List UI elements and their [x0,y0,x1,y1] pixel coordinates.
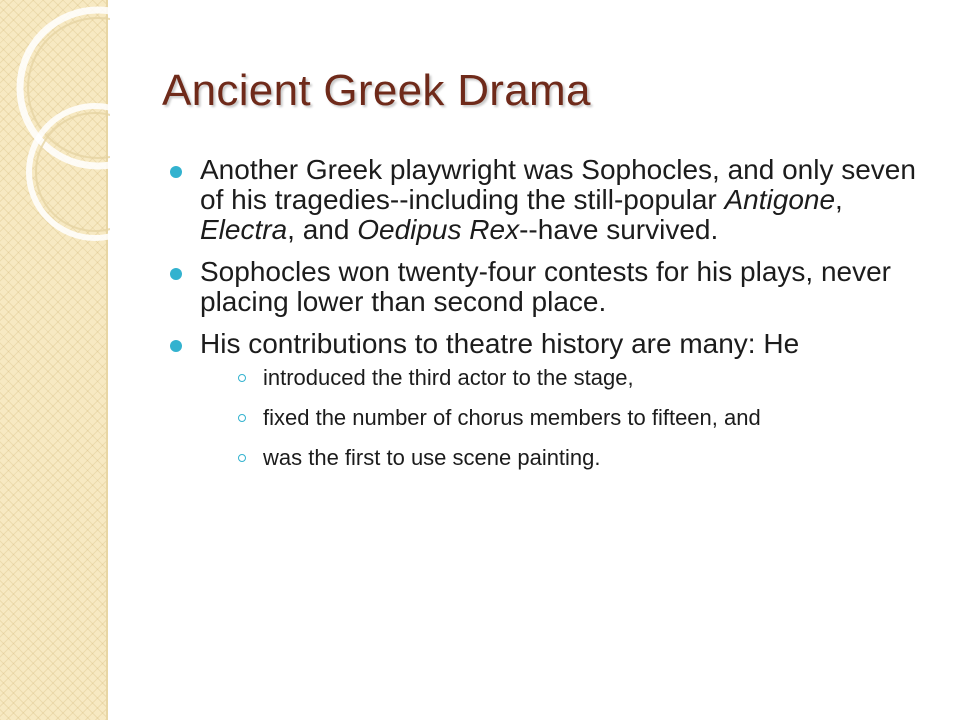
bullet-dot-icon [170,166,182,178]
bullet-text-italic: Oedipus Rex [357,214,520,245]
sub-list [235,365,935,470]
bullet-text [200,328,799,359]
sub-bullet-text: introduced the third actor to the stage, [263,365,634,390]
sub-bullet-ring-icon [238,454,246,462]
sub-bullet-item [235,365,935,390]
sub-bullet-ring-icon [238,374,246,382]
decorative-circles [0,0,110,720]
bullet-text-segment: , [835,184,843,215]
bullet-text-segment: , and [287,214,358,245]
slide-body [165,155,935,485]
bullet-item [165,329,935,470]
bullet-dot-icon [170,340,182,352]
slide-title: Ancient Greek Drama [162,66,591,115]
bullet-text-segment: His contributions to theatre history are many: He [200,328,800,359]
bullet-text-segment: Sophocles won twenty-four contests for his plays, never placing lower than second place. [200,256,892,317]
bullet-item [165,257,935,317]
bullet-text-segment: Another Greek playwright was Sophocles, and only seven of his tragedies--including the still-popular [200,154,916,215]
bullet-dot-icon [170,268,182,280]
sub-bullet-text: fixed the number of chorus members to fifteen, and [263,405,761,430]
bullet-text-italic: Electra [200,214,288,245]
sub-bullet-item [235,405,935,430]
bullet-item [165,155,935,245]
sub-bullet-text: was the first to use scene painting. [263,445,601,470]
sub-bullet-item [235,445,935,470]
bullet-text-italic: Antigone [724,184,836,215]
bullet-text [200,154,916,245]
bullet-text-segment: --have survived. [519,214,719,245]
sub-bullet-ring-icon [238,414,246,422]
bullet-text [200,256,891,317]
